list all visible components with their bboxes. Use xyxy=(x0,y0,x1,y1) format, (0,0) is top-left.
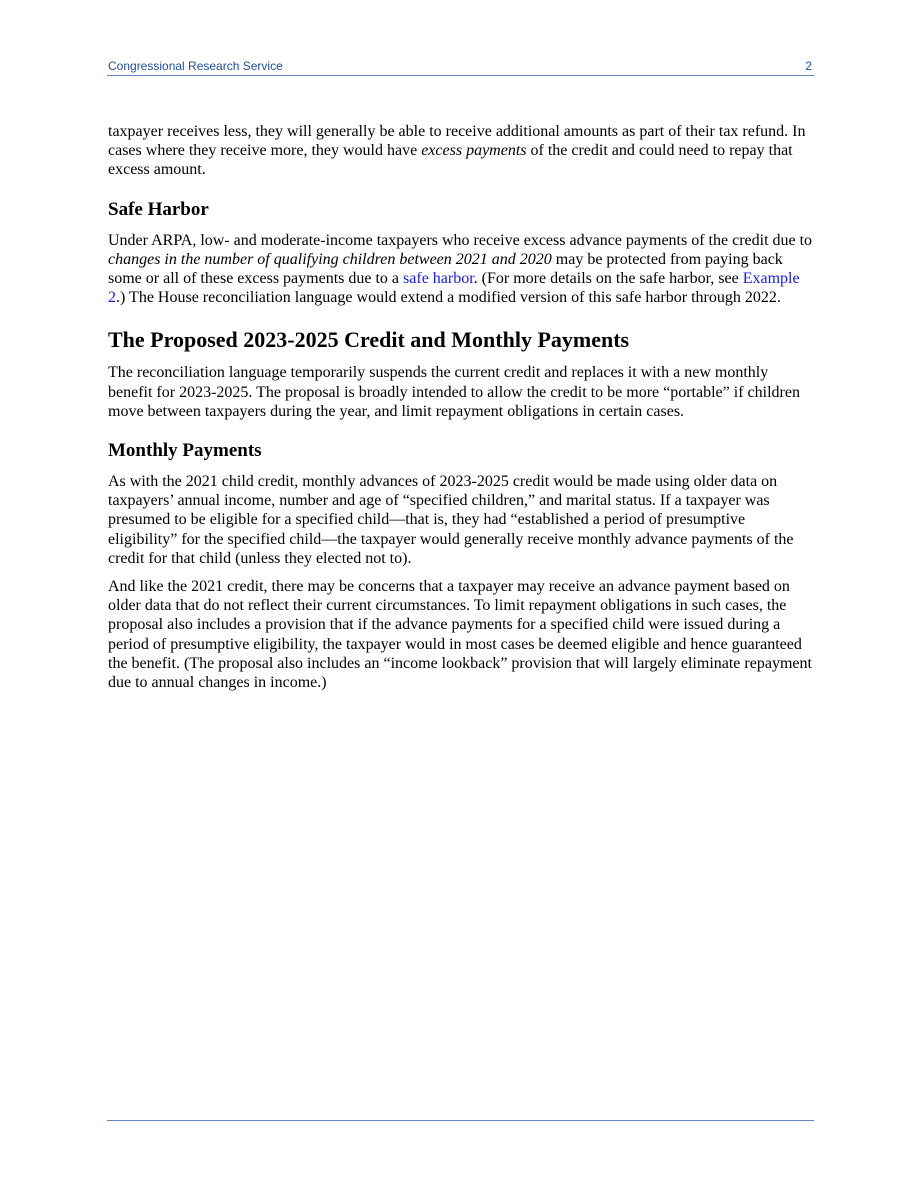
footer-divider xyxy=(107,1120,814,1121)
running-header xyxy=(107,57,814,76)
example-2-link[interactable]: Example 2 xyxy=(108,270,800,307)
intro-text-1: taxpayer receives less, they will generally be able to receive additional amounts as part of their tax refund. In cases where they receive more, they would have xyxy=(108,123,806,160)
intro-text-2: of the credit and could need to repay that excess amount. xyxy=(108,142,793,179)
safe-harbor-emphasis: changes in the number of qualifying children between 2021 and 2020 xyxy=(108,250,552,268)
page-number: 2 xyxy=(805,59,812,73)
intro-paragraph xyxy=(108,122,814,180)
safe-harbor-heading: Safe Harbor xyxy=(108,198,209,220)
safe-harbor-text-4: .) The House reconciliation language would extend a modified version of this safe harbor through 2022. xyxy=(116,289,781,307)
monthly-payments-paragraph-1: As with the 2021 child credit, monthly advances of 2023-2025 credit would be made using older data on taxpayers’ annual income, number and age of “specified children,” and marital status. If a taxpayer was presumed to be eligible for a specified child—that is, they had “established a period of presumptive eligibility” for the specified child—the taxpayer would generally receive monthly advance payments of the credit for that child (unless they elected not to). xyxy=(108,473,794,567)
proposed-credit-heading: The Proposed 2023-2025 Credit and Monthly Payments xyxy=(108,327,630,353)
safe-harbor-paragraph xyxy=(108,231,814,308)
safe-harbor-text-3: . (For more details on the safe harbor, see xyxy=(473,270,743,288)
safe-harbor-text-2: may be protected from paying back some or all of these excess payments due to a xyxy=(108,250,783,288)
proposed-credit-paragraph: The reconciliation language temporarily suspends the current credit and replaces it with a new monthly benefit for 2023-2025. The proposal is broadly intended to allow the credit to be more “portable” if children move between taxpayers during the year, and limit repayment obligations in certain cases. xyxy=(108,364,800,420)
safe-harbor-link[interactable]: safe harbor xyxy=(403,270,474,288)
monthly-payments-heading: Monthly Payments xyxy=(108,440,262,462)
monthly-payments-paragraph-2: And like the 2021 credit, there may be concerns that a taxpayer may receive an advance payment based on older data that do not reflect their current circumstances. To limit repayment obligations in such cases, the proposal also includes a provision that if the advance payments for a specified child were issued during a period of presumptive eligibility, the taxpayer would in most cases be deemed eligible and hence guaranteed the benefit. (The proposal also includes an “income lookback” provision that will largely eliminate repayment due to annual changes in income.) xyxy=(108,578,812,692)
document-body xyxy=(108,122,814,692)
safe-harbor-text-1: Under ARPA, low- and moderate-income taxpayers who receive excess advance payments of the credit due to xyxy=(108,231,813,249)
intro-emphasis: excess payments xyxy=(421,142,527,160)
header-org-name: Congressional Research Service xyxy=(108,59,283,73)
